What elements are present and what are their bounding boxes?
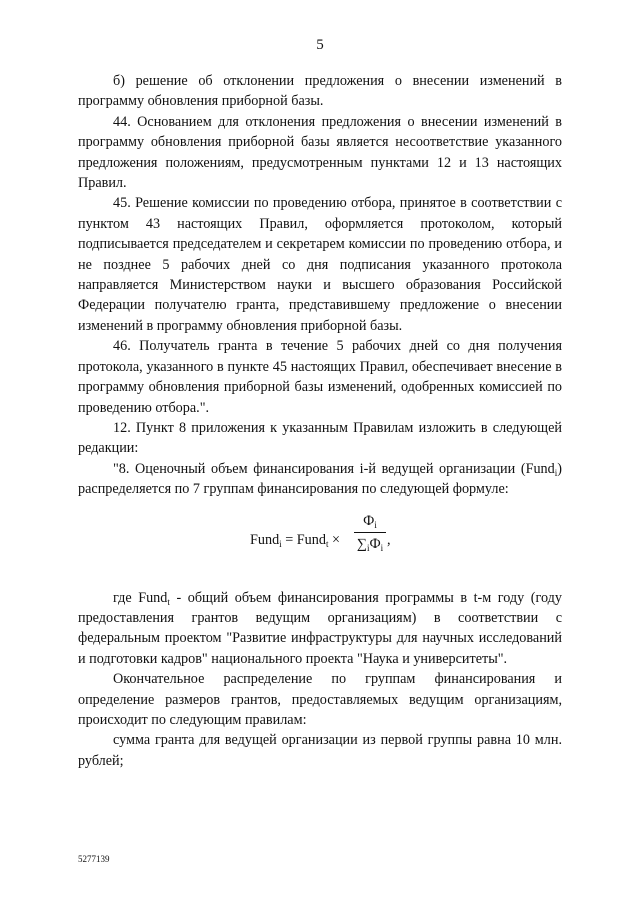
paragraph-45: 45. Решение комиссии по проведению отбора, принятое в соответствии с пунктом 43 настоящих Правил, оформляется протоколом, который подписывается председателем и секретарем комиссии по проведению отбора, и не позднее 5 рабочих дней со дня подписания указанного протокола направляется Министерством науки и высшего образования Российской Федерации получателю гранта, представившему предложение о внесении изменений в программу обновления приборной базы. (78, 195, 562, 334)
fraction-bar (354, 532, 386, 533)
paragraph-12: 12. Пункт 8 приложения к указанным Правилам изложить в следующей редакции: (78, 419, 562, 457)
formula-numerator: $Ф_i$ (363, 512, 377, 530)
paragraph-8-intro: "8. Оценочный объем финансирования i-й ведущей организации (Fund$_i$) распределяется по 7 группам финансирования по следующей формуле: (78, 460, 562, 498)
paragraph-final-distribution: Окончательное распределение по группам финансирования и определение размеров грантов, предоставляемых ведущим организациям, происходит по следующим правилам: (78, 671, 562, 728)
paragraph-b-decision: б) решение об отклонении предложения о внесении изменений в программу обновления приборной базы. (78, 73, 562, 110)
paragraph-46: 46. Получатель гранта в течение 5 рабочих дней со дня получения протокола, указанного в пункте 45 настоящих Правил, обеспечивает внесение в программу обновления приборной базы изменений, одобренных комиссией по проведению отбора.". (78, 338, 562, 416)
paragraph-fund-definition: где Fund$_t$ - общий объем финансирования программы в t-м году (году предоставления грантов ведущим организациям) в соответствии с федеральным проектом "Развитие инфраструктуры для научных исследований и подготовки кадров" национального проекта "Наука и университеты". (78, 589, 562, 667)
formula-lhs: Fund$_i$ = Fund$_t$ × (250, 531, 341, 549)
funding-formula (78, 510, 562, 575)
paragraph-44: 44. Основанием для отклонения предложения о внесении изменений в программу обновления приборной базы является несоответствие указанного предложения положениям, предусмотренным пунктами 12 и 13 настоящих Правил. (78, 113, 562, 192)
footer-document-code: 5277139 (78, 854, 110, 864)
formula-denominator: $\sum_iФ_i$ (356, 535, 384, 553)
document-body (78, 71, 562, 771)
formula-fraction (354, 511, 386, 554)
paragraph-first-group: сумма гранта для ведущей организации из первой группы равна 10 млн. рублей; (78, 732, 562, 769)
page-number: 5 (316, 37, 324, 53)
formula-comma: , (387, 531, 391, 548)
